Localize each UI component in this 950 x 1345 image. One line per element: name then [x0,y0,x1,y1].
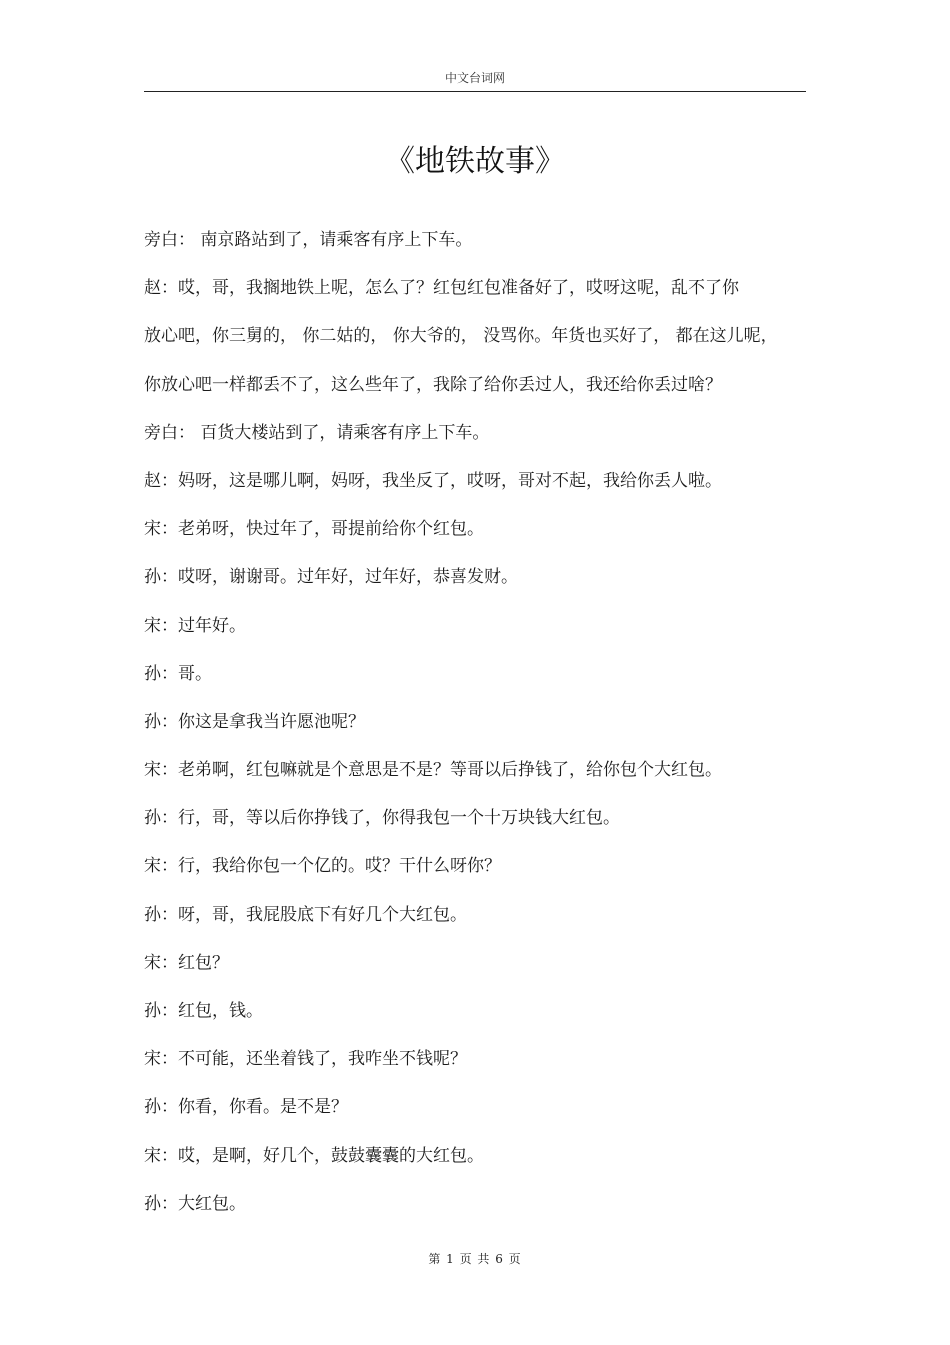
script-line: 孙：你这是拿我当许愿池呢？ [144,711,365,732]
page-footer: 第 1 页 共 6 页 [428,1252,522,1266]
script-line: 孙：呀，哥，我屁股底下有好几个大红包。 [144,904,467,925]
script-line: 宋：行，我给你包一个亿的。哎？干什么呀你？ [144,856,501,877]
script-line: 宋：老弟呀，快过年了，哥提前给你个红包。 [144,519,484,540]
script-line: 宋：过年好。 [144,615,246,636]
script-line: 孙：行，哥，等以后你挣钱了，你得我包一个十万块钱大红包。 [144,808,620,829]
script-line: 宋：红包？ [144,952,229,973]
script-line: 旁白： 南京路站到了，请乘客有序上下车。 [144,230,473,250]
script-body [144,227,806,1239]
script-line: 旁白： 百货大楼站到了，请乘客有序上下车。 [144,422,490,443]
page-header: 中文台词网 [444,71,505,85]
script-line: 孙：红包，钱。 [144,1001,263,1021]
document-title: 《地铁故事》 [385,144,565,179]
script-line: 赵：妈呀，这是哪儿啊，妈呀，我坐反了，哎呀，哥对不起，我给你丢人啦。 [144,470,722,491]
header-divider [144,91,806,92]
script-line: 孙：你看，你看。是不是？ [144,1097,348,1118]
script-line: 放心吧，你三舅的， 你二姑的， 你大爷的， 没骂你。年货也买好了， 都在这儿呢， [144,326,778,347]
script-line: 你放心吧一样都丢不了，这么些年了，我除了给你丢过人，我还给你丢过啥？ [144,374,722,395]
script-line: 孙：大红包。 [144,1193,246,1214]
script-line: 宋：哎，是啊，好几个，鼓鼓囊囊的大红包。 [144,1145,484,1166]
script-line: 宋：老弟啊，红包嘛就是个意思是不是？等哥以后挣钱了，给你包个大红包。 [144,760,722,781]
script-line: 孙：哎呀，谢谢哥。过年好，过年好，恭喜发财。 [144,567,518,588]
script-line: 宋：不可能，还坐着钱了，我咋坐不钱呢？ [144,1049,467,1070]
script-line: 孙：哥。 [144,663,212,684]
script-line: 赵：哎，哥，我搁地铁上呢，怎么了？红包红包准备好了，哎呀这呢，乱不了你 [144,278,739,299]
